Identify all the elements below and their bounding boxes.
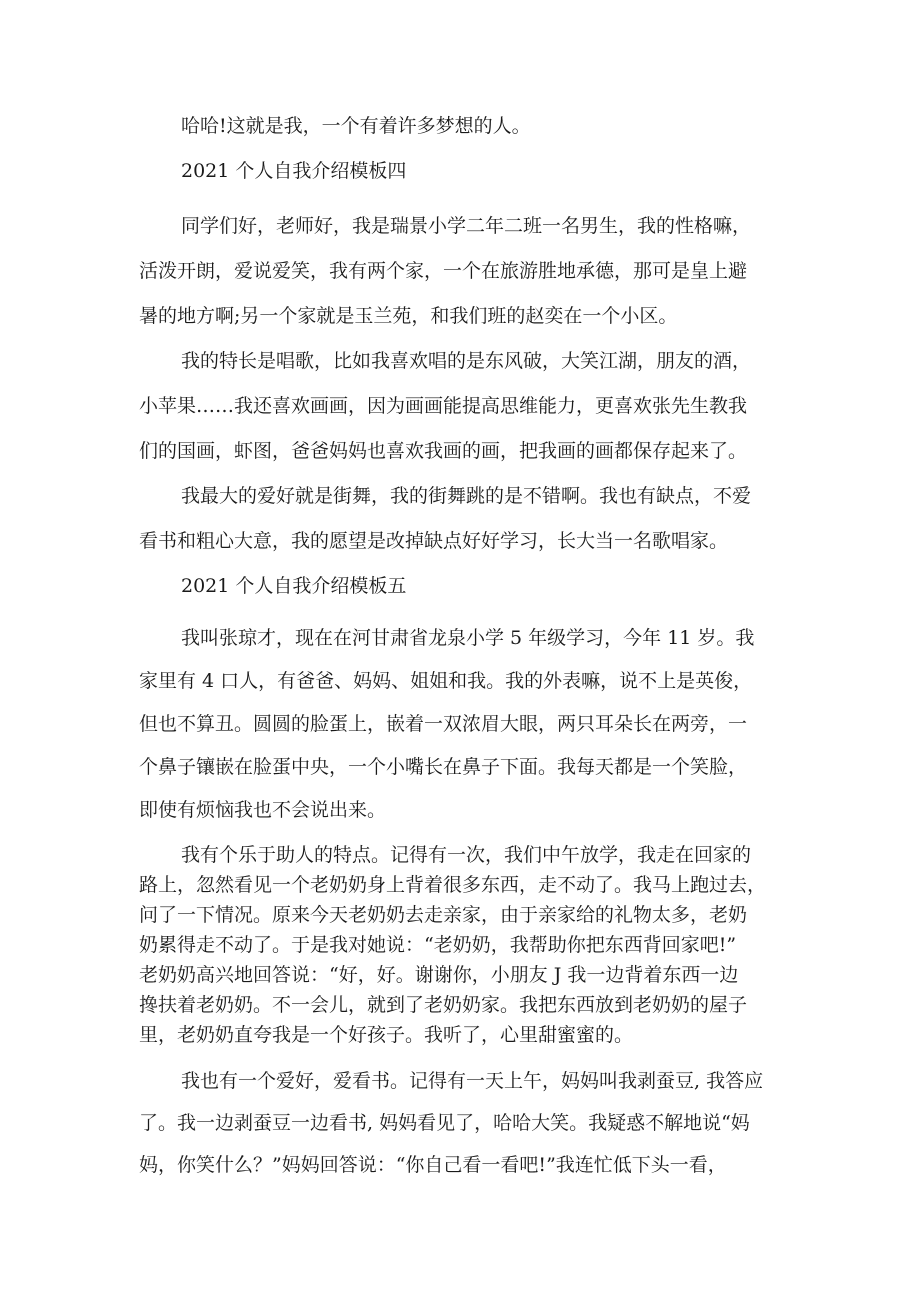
paragraph-line: 问了一下情况。原来今天老奶奶去走亲家，由于亲家给的礼物太多，老奶: [139, 904, 748, 926]
paragraph-line: 里，老奶奶直夸我是一个好孩子。我听了，心里甜蜜蜜的。: [139, 1024, 634, 1046]
paragraph-line: 路上，忽然看见一个老奶奶身上背着很多东西，走不动了。我马上跑过去，: [139, 874, 767, 896]
paragraph-line: 活泼开朗，爱说爱笑，我有两个家，一个在旅游胜地承德，那可是皇上避: [139, 260, 748, 282]
paragraph-line: 了。我一边剥蚕豆一边看书, 妈妈看见了，哈哈大笑。我疑惑不解地说“妈: [139, 1112, 750, 1134]
paragraph-line: 老奶奶高兴地回答说：“好，好。谢谢你，小朋友 J 我一边背着东西一边: [139, 964, 739, 986]
paragraph-line: 暑的地方啊;另一个家就是玉兰苑，和我们班的赵奕在一个小区。: [139, 305, 678, 327]
paragraph-line: 我的特长是唱歌，比如我喜欢唱的是东风破，大笑江湖，朋友的酒，: [181, 350, 752, 372]
section-heading-4: 2021 个人自我介绍模板四: [181, 160, 407, 182]
closing-line: 哈哈!这就是我，一个有着许多梦想的人。: [181, 115, 531, 137]
section-heading-5: 2021 个人自我介绍模板五: [181, 575, 407, 597]
paragraph-line: 妈，你笑什么？”妈妈回答说：“你自己看一看吧!”我连忙低下头一看，: [139, 1154, 727, 1176]
paragraph-line: 奶累得走不动了。于是我对她说：“老奶奶，我帮助你把东西背回家吧!”: [139, 934, 737, 956]
paragraph-line: 看书和粗心大意，我的愿望是改掉缺点好好学习，长大当一名歌唱家。: [139, 530, 729, 552]
paragraph-line: 我叫张琼才，现在在河甘肃省龙泉小学 5 年级学习，今年 11 岁。我: [181, 627, 755, 649]
paragraph-line: 同学们好，老师好，我是瑞景小学二年二班一名男生，我的性格嘛，: [181, 215, 752, 237]
paragraph-line: 家里有 4 口人，有爸爸、妈妈、姐姐和我。我的外表嘛，说不上是英俊，: [139, 670, 753, 692]
paragraph-line: 我也有一个爱好，爱看书。记得有一天上午，妈妈叫我剥蚕豆, 我答应: [181, 1070, 764, 1092]
paragraph-line: 搀扶着老奶奶。不一会儿，就到了老奶奶家。我把东西放到老奶奶的屋子: [139, 994, 748, 1016]
paragraph-line: 我有个乐于助人的特点。记得有一次，我们中午放学，我走在回家的: [181, 844, 752, 866]
paragraph-line: 但也不算丑。圆圆的脸蛋上，嵌着一双浓眉大眼，两只耳朵长在两旁，一: [139, 713, 748, 735]
paragraph-line: 个鼻子镶嵌在脸蛋中央，一个小嘴长在鼻子下面。我每天都是一个笑脸，: [139, 756, 748, 778]
paragraph-line: 们的国画，虾图，爸爸妈妈也喜欢我画的画，把我画的画都保存起来了。: [139, 440, 748, 462]
paragraph-line: 即使有烦恼我也不会说出来。: [139, 799, 387, 821]
paragraph-line: 小苹果……我还喜欢画画，因为画画能提高思维能力，更喜欢张先生教我: [139, 395, 748, 417]
paragraph-line: 我最大的爱好就是街舞，我的街舞跳的是不错啊。我也有缺点，不爱: [181, 485, 752, 507]
